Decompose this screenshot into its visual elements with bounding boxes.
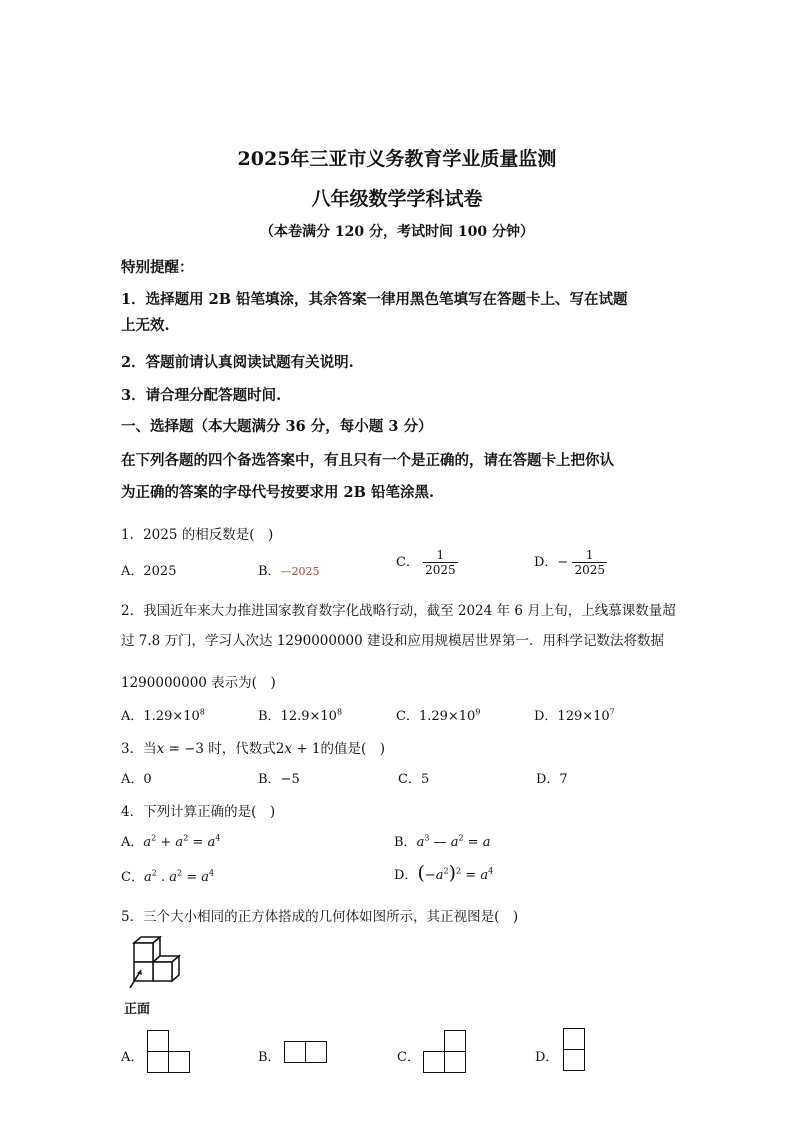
question-3-option-b: B．−5 xyxy=(258,772,300,787)
stem-text: + 1的值是( ) xyxy=(292,741,386,757)
view-option-c-icon xyxy=(423,1030,467,1074)
notice-item-1-cont: 上无效. xyxy=(121,317,170,334)
fraction-numerator: 1 xyxy=(423,548,458,563)
cube-figure xyxy=(128,936,188,988)
option-c-text: C．1.29×10 xyxy=(396,709,476,724)
exam-info: （本卷满分 120 分，考试时间 100 分钟） xyxy=(260,224,534,240)
cube-figure-drawing xyxy=(128,936,188,988)
notice-item-3: 3．请合理分配答题时间. xyxy=(121,387,282,404)
question-1-option-b xyxy=(258,560,320,579)
question-5-option-a: A． xyxy=(121,1050,144,1065)
question-1-stem: 1．2025 的相反数是( ) xyxy=(121,527,274,543)
stem-text: 3．当 xyxy=(121,741,157,757)
question-3-option-c: C．5 xyxy=(398,772,430,787)
option-d-text: D．129×10 xyxy=(534,709,610,724)
fraction-numerator: 1 xyxy=(572,548,607,563)
fraction xyxy=(572,548,607,577)
question-2-option-b xyxy=(258,705,342,724)
question-4-option-b: B．$a^3$ — $a^2 = a$ xyxy=(394,833,491,850)
option-b-value: —2025 xyxy=(280,565,320,578)
option-d-label: D． xyxy=(394,868,418,883)
fraction-denominator: 2025 xyxy=(425,563,456,577)
option-a-text: A．1.29×10 xyxy=(121,709,200,724)
section-heading: 一、选择题（本大题满分 36 分，每小题 3 分） xyxy=(121,418,433,435)
option-d-label: D．− xyxy=(534,555,569,570)
view-option-b-icon xyxy=(284,1041,328,1064)
view-option-d-icon xyxy=(563,1028,586,1072)
fraction xyxy=(423,548,458,577)
question-2-stem-cont: 过 7.8 万门，学习人次达 1290000000 建设和应用规模居世界第一．用科学记数法将数据 xyxy=(121,633,665,649)
exponent: 9 xyxy=(475,707,481,717)
view-option-a-icon xyxy=(147,1030,191,1074)
exponent: 7 xyxy=(609,707,615,717)
question-5-stem: 5．三个大小相同的正方体搭成的几何体如图所示，其正视图是( ) xyxy=(121,909,519,925)
option-b-text: B．12.9×10 xyxy=(258,709,337,724)
question-3-option-d: D．7 xyxy=(536,772,568,787)
question-1-option-c xyxy=(396,548,458,577)
option-b-label: B． xyxy=(394,835,417,850)
question-2-option-c xyxy=(396,705,480,724)
question-3-stem xyxy=(121,737,385,757)
exponent: 8 xyxy=(336,707,343,717)
exam-subject-title: 八年级数学学科试卷 xyxy=(311,188,483,210)
question-5-option-b: B． xyxy=(258,1050,281,1065)
question-2-option-d xyxy=(534,705,615,724)
question-2-stem: 2．我国近年来大力推进国家教育数字化战略行动，截至 2024 年 6 月上旬，上线慕课数量超 xyxy=(121,603,676,619)
question-2-stem-end: 1290000000 表示为( ) xyxy=(121,675,276,691)
question-3-option-a: A．0 xyxy=(121,772,152,787)
question-4-option-d: D．$(-a^2)^2 = a^4$ xyxy=(394,862,494,884)
question-1-option-a: A．2025 xyxy=(121,564,177,579)
notice-heading: 特别提醒： xyxy=(121,259,194,276)
fraction-denominator: 2025 xyxy=(574,563,606,577)
question-1-option-d xyxy=(534,548,607,577)
front-view-label: 正面 xyxy=(124,1002,151,1017)
notice-item-1: 1．选择题用 2B 铅笔填涂，其余答案一律用黑色笔填写在答题卡上、写在试题 xyxy=(121,291,628,308)
question-4-option-c: C．$a^2$ . $a^2 = a^4$ xyxy=(121,868,215,885)
question-5-option-d: D． xyxy=(535,1050,559,1065)
option-b-label: B． xyxy=(258,564,281,579)
variable: x xyxy=(284,741,293,757)
section-instructions-cont: 为正确的答案的字母代号按要求用 2B 铅笔涂黑. xyxy=(121,484,434,501)
question-5-option-c: C． xyxy=(397,1050,420,1065)
option-c-label: C． xyxy=(121,870,144,885)
variable: x xyxy=(156,741,165,757)
exponent: 8 xyxy=(199,707,205,717)
exam-title: 2025年三亚市义务教育学业质量监测 xyxy=(237,148,557,170)
notice-item-2: 2．答题前请认真阅读试题有关说明. xyxy=(121,354,354,371)
stem-text: = −3 时，代数式2 xyxy=(164,741,285,757)
question-2-option-a xyxy=(121,705,205,724)
section-instructions: 在下列各题的四个备选答案中，有且只有一个是正确的，请在答题卡上把你认 xyxy=(121,452,614,469)
option-c-label: C． xyxy=(396,555,419,570)
question-4-stem: 4．下列计算正确的是( ) xyxy=(121,804,276,820)
question-4-option-a: A．$a^2 + a^2 = a^4$ xyxy=(121,833,221,850)
option-a-label: A． xyxy=(121,835,144,850)
